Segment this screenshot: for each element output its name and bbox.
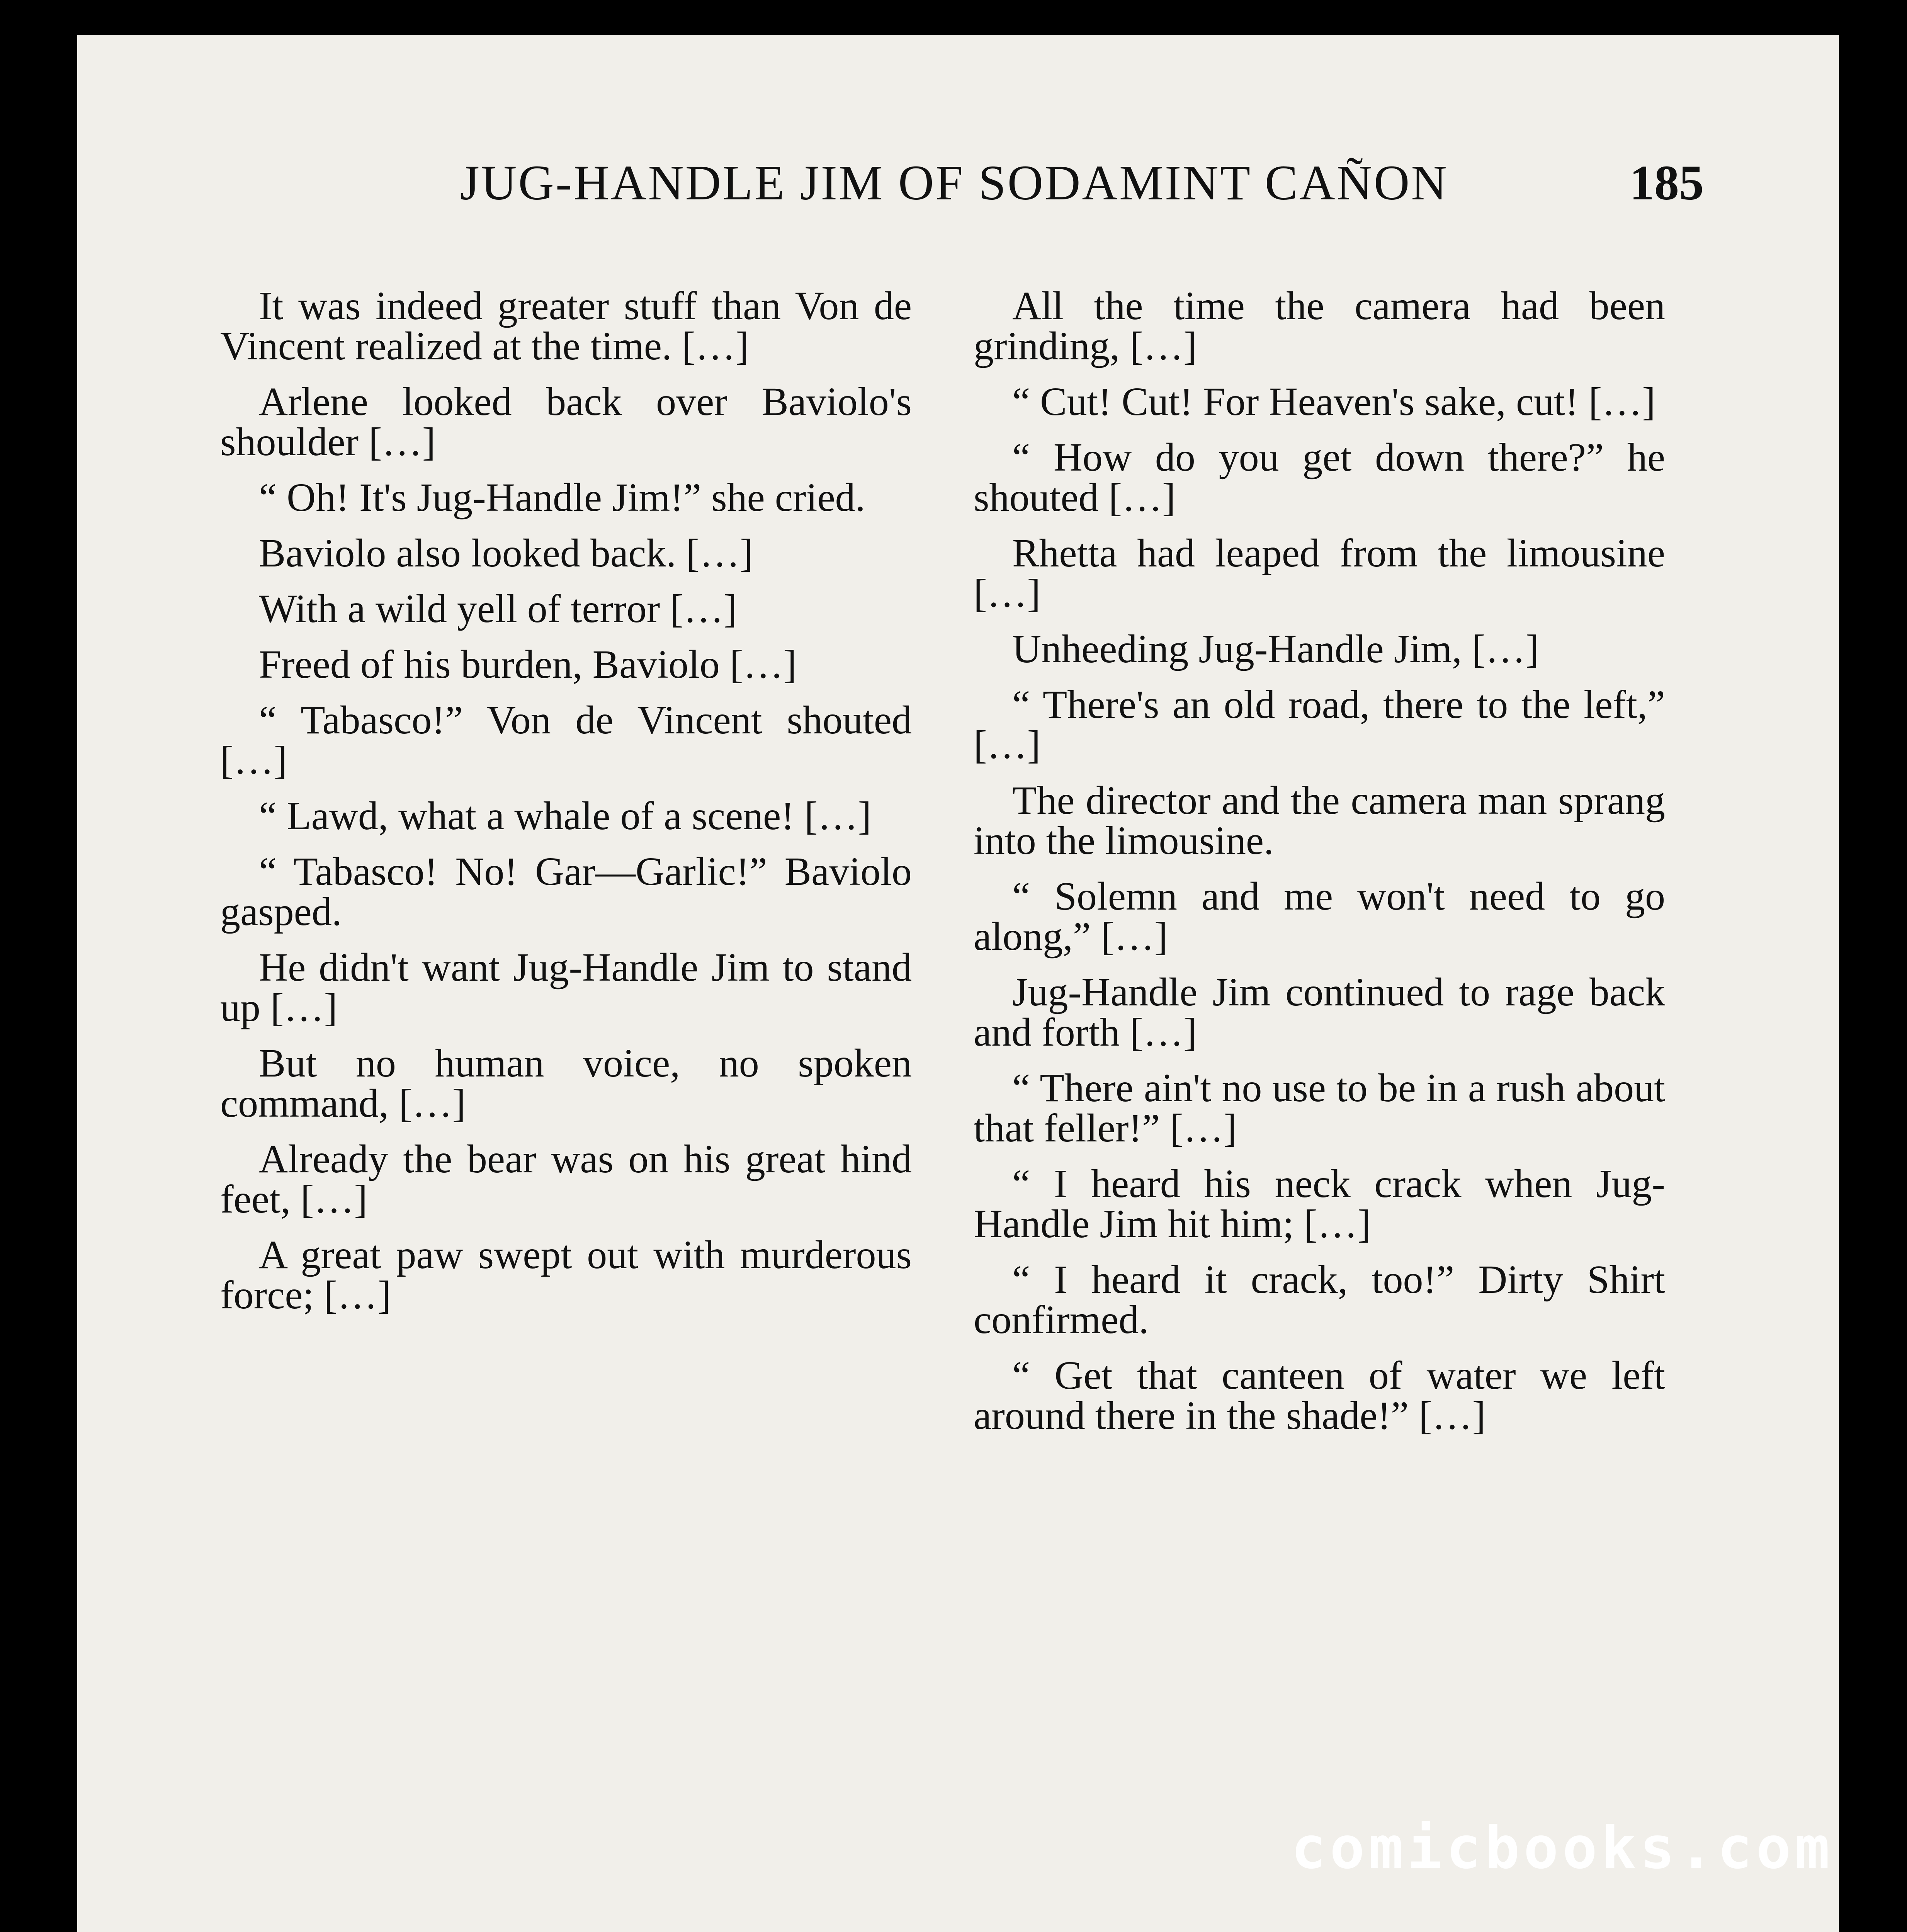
page-number: 185 — [1630, 155, 1704, 210]
paragraph: It was indeed greater stuff than Von de Vincent realized at the time. […] — [220, 284, 912, 368]
paragraph: “ I heard his neck crack when Jug-Handle Jim hit him; […] — [974, 1162, 1665, 1246]
paragraph: “ Get that canteen of water we left around there in the shade!” […] — [974, 1353, 1665, 1438]
paragraph: “ Oh! It's Jug-Handle Jim!” she cried. — [259, 475, 865, 520]
book-page — [77, 35, 1839, 1932]
paragraph: The director and the camera man sprang into the limousine. — [974, 778, 1665, 863]
right-column — [974, 286, 1665, 1451]
paragraph: “ There's an old road, there to the left,” […] — [974, 682, 1665, 767]
paragraph: With a wild yell of terror […] — [259, 587, 737, 631]
paragraph: But no human voice, no spoken command, […] — [220, 1041, 912, 1126]
paragraph: Baviolo also looked back. […] — [259, 531, 753, 575]
paragraph: “ There ain't no use to be in a rush about that feller!” […] — [974, 1066, 1665, 1150]
paragraph: All the time the camera had been grinding, […] — [974, 284, 1665, 368]
page-header — [205, 151, 1704, 243]
paragraph: “ I heard it crack, too!” Dirty Shirt confirmed. — [974, 1257, 1665, 1342]
paragraph: Freed of his burden, Baviolo […] — [259, 642, 797, 687]
watermark-text: comicbooks.com — [1291, 1815, 1834, 1882]
paragraph: Unheeding Jug-Handle Jim, […] — [1012, 627, 1539, 671]
paragraph: “ How do you get down there?” he shouted […] — [974, 435, 1665, 520]
running-head: JUG-HANDLE JIM OF SODAMINT CAÑON — [460, 155, 1448, 210]
paragraph: “ Solemn and me won't need to go along,” […] — [974, 874, 1665, 959]
paragraph: He didn't want Jug-Handle Jim to stand up […] — [220, 945, 912, 1030]
paragraph: Already the bear was on his great hind feet, […] — [220, 1137, 912, 1221]
paragraph: “ Cut! Cut! For Heaven's sake, cut! […] — [1012, 379, 1655, 424]
paragraph: “ Tabasco!” Von de Vincent shouted […] — [220, 698, 912, 782]
left-column — [220, 286, 912, 1331]
paragraph: A great paw swept out with murderous force; […] — [220, 1233, 912, 1317]
paragraph: “ Lawd, what a whale of a scene! […] — [259, 794, 872, 838]
paragraph: Arlene looked back over Baviolo's shoulder […] — [220, 379, 912, 464]
paragraph: Jug-Handle Jim continued to rage back and forth […] — [974, 970, 1665, 1054]
paragraph: Rhetta had leaped from the limousine […] — [974, 531, 1665, 616]
paragraph: “ Tabasco! No! Gar—Garlic!” Baviolo gasped. — [220, 849, 912, 934]
